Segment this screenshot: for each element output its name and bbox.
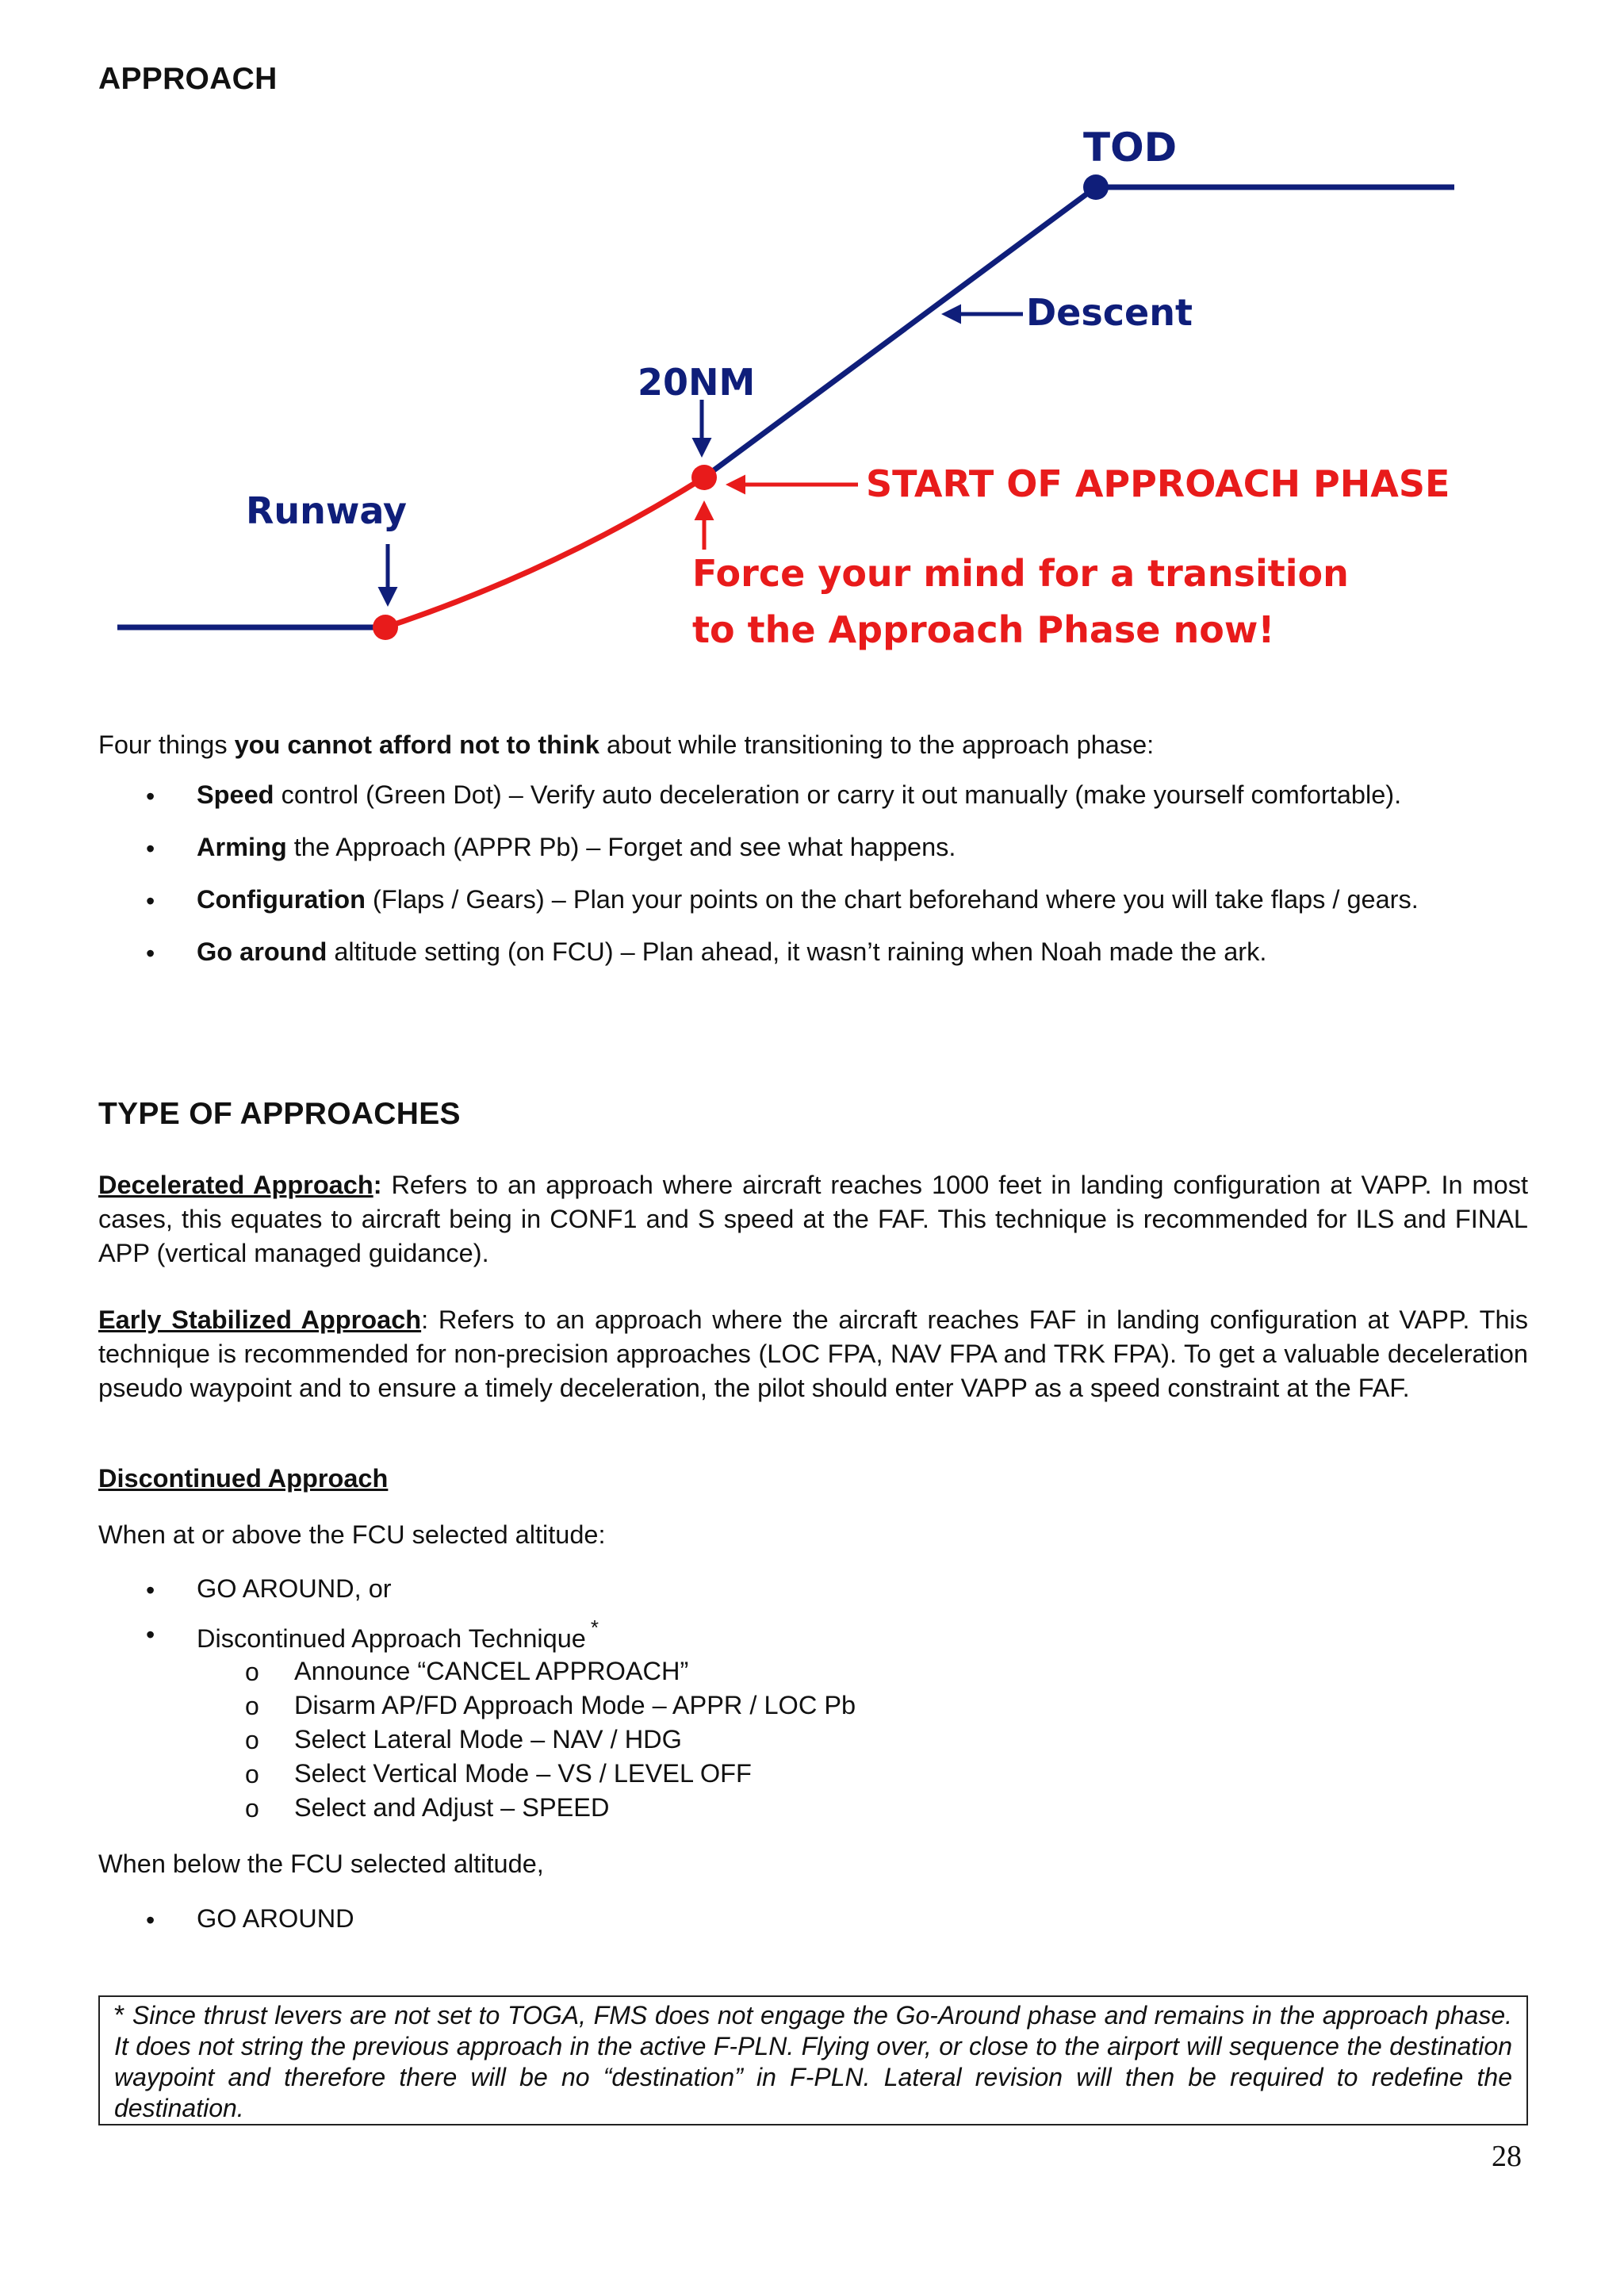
approach-profile-diagram	[0, 0, 1624, 698]
list-item-text: the Approach (APPR Pb) – Forget and see what happens.	[286, 833, 956, 861]
sub-bullet-glyph: o	[245, 1726, 259, 1754]
list-item-text: altitude setting (on FCU) – Plan ahead, it wasn’t raining when Noah made the ark.	[327, 937, 1267, 966]
bullet-glyph: •	[146, 782, 155, 811]
early-stabilized-approach-text: : Refers to an approach where the aircraft reaches FAF in landing configuration at VAPP. This technique is recommended for non-precision approaches (LOC FPA, NAV FPA and TRK FPA). To get a valuable deceleration pseudo waypoint and to ensure a timely deceleration, the pilot should enter VAPP as a speed constraint at the FAF.	[98, 1305, 1529, 1402]
tod-label: TOD	[1083, 125, 1178, 171]
technique-step: Select Vertical Mode – VS / LEVEL OFF	[294, 1759, 752, 1788]
intro-paragraph	[98, 728, 1154, 762]
footnote-asterisk: *	[114, 2000, 125, 2030]
list-item-bold: Speed	[197, 780, 274, 809]
intro-text-post: about while transitioning to the approach phase:	[599, 730, 1155, 759]
sub-bullet-glyph: o	[245, 1692, 259, 1720]
20nm-label: 20NM	[638, 361, 756, 404]
list-item-text: Discontinued Approach Technique	[197, 1623, 586, 1653]
intro-text-bold: you cannot afford not to think	[234, 730, 599, 759]
list-item-go-around-or: GO AROUND, or	[197, 1574, 392, 1603]
section-title-type-of-approaches: TYPE OF APPROACHES	[98, 1097, 461, 1131]
technique-step: Disarm AP/FD Approach Mode – APPR / LOC Pb	[294, 1691, 856, 1719]
footnote-box	[98, 1995, 1528, 2125]
bullet-glyph: •	[146, 834, 155, 863]
force-mind-label-line1: Force your mind for a transition	[692, 552, 1349, 595]
decelerated-approach-term: Decelerated Approach	[98, 1171, 373, 1199]
early-stabilized-approach-paragraph	[98, 1303, 1528, 1405]
force-mind-label-line2: to the Approach Phase now!	[692, 608, 1275, 651]
sub-bullet-glyph: o	[245, 1794, 259, 1823]
list-item-bold: Go around	[197, 937, 327, 966]
list-item-arming	[197, 833, 956, 862]
intro-text-pre: Four things	[98, 730, 235, 759]
bullet-glyph: •	[146, 887, 155, 915]
technique-step: Select and Adjust – SPEED	[294, 1793, 610, 1822]
list-item-bold: Configuration	[197, 885, 366, 914]
section-title-approach: APPROACH	[98, 62, 278, 96]
footnote-marker: *	[590, 1616, 599, 1639]
footnote-text: Since thrust levers are not set to TOGA, FMS does not engage the Go-Around phase and remains in the approach phase. It does not string the previous approach in the active F-PLN. Flying over, or close to the airport will sequence the destination waypoint and therefore there will be no “destination” in F-PLN. Lateral revision will then be required to redefine the destination.	[114, 2001, 1512, 2122]
list-item-go-around-below: GO AROUND	[197, 1904, 354, 1933]
list-item-configuration	[197, 885, 1419, 914]
technique-step: Announce “CANCEL APPROACH”	[294, 1657, 689, 1685]
list-item-discontinued-technique	[197, 1616, 599, 1654]
tod-point	[1083, 174, 1109, 200]
bullet-glyph: •	[146, 1906, 155, 1934]
list-item-speed	[197, 780, 1401, 810]
decelerated-approach-paragraph	[98, 1168, 1528, 1271]
above-fcu-intro: When at or above the FCU selected altitude:	[98, 1520, 606, 1549]
sub-bullet-glyph: o	[245, 1760, 259, 1788]
sub-bullet-glyph: o	[245, 1658, 259, 1686]
list-item-text: control (Green Dot) – Verify auto deceleration or carry it out manually (make yourself comfortable).	[274, 780, 1402, 809]
bullet-glyph: •	[146, 1576, 155, 1604]
page-number: 28	[1492, 2140, 1522, 2173]
approach-path-curve	[385, 477, 704, 627]
runway-label: Runway	[246, 489, 408, 532]
term-colon: :	[373, 1171, 382, 1199]
descent-label: Descent	[1026, 291, 1193, 334]
runway-point	[373, 615, 398, 640]
decelerated-approach-text: Refers to an approach where aircraft reaches 1000 feet in landing configuration at VAPP. In most cases, this equates to aircraft being in CONF1 and S speed at the FAF. This technique is recommended for ILS and FINAL APP (vertical managed guidance).	[98, 1171, 1528, 1267]
technique-step: Select Lateral Mode – NAV / HDG	[294, 1725, 682, 1754]
start-approach-phase-label: START OF APPROACH PHASE	[866, 462, 1450, 505]
list-item-bold: Arming	[197, 833, 287, 861]
below-fcu-intro: When below the FCU selected altitude,	[98, 1849, 544, 1878]
bullet-glyph: •	[146, 939, 155, 968]
start-approach-point	[691, 465, 717, 490]
early-stabilized-approach-term: Early Stabilized Approach	[98, 1305, 422, 1334]
list-item-text: (Flaps / Gears) – Plan your points on the chart beforehand where you will take flaps / gears.	[366, 885, 1419, 914]
discontinued-approach-heading: Discontinued Approach	[98, 1464, 389, 1493]
bullet-glyph: •	[146, 1620, 155, 1649]
list-item-go-around	[197, 937, 1266, 967]
